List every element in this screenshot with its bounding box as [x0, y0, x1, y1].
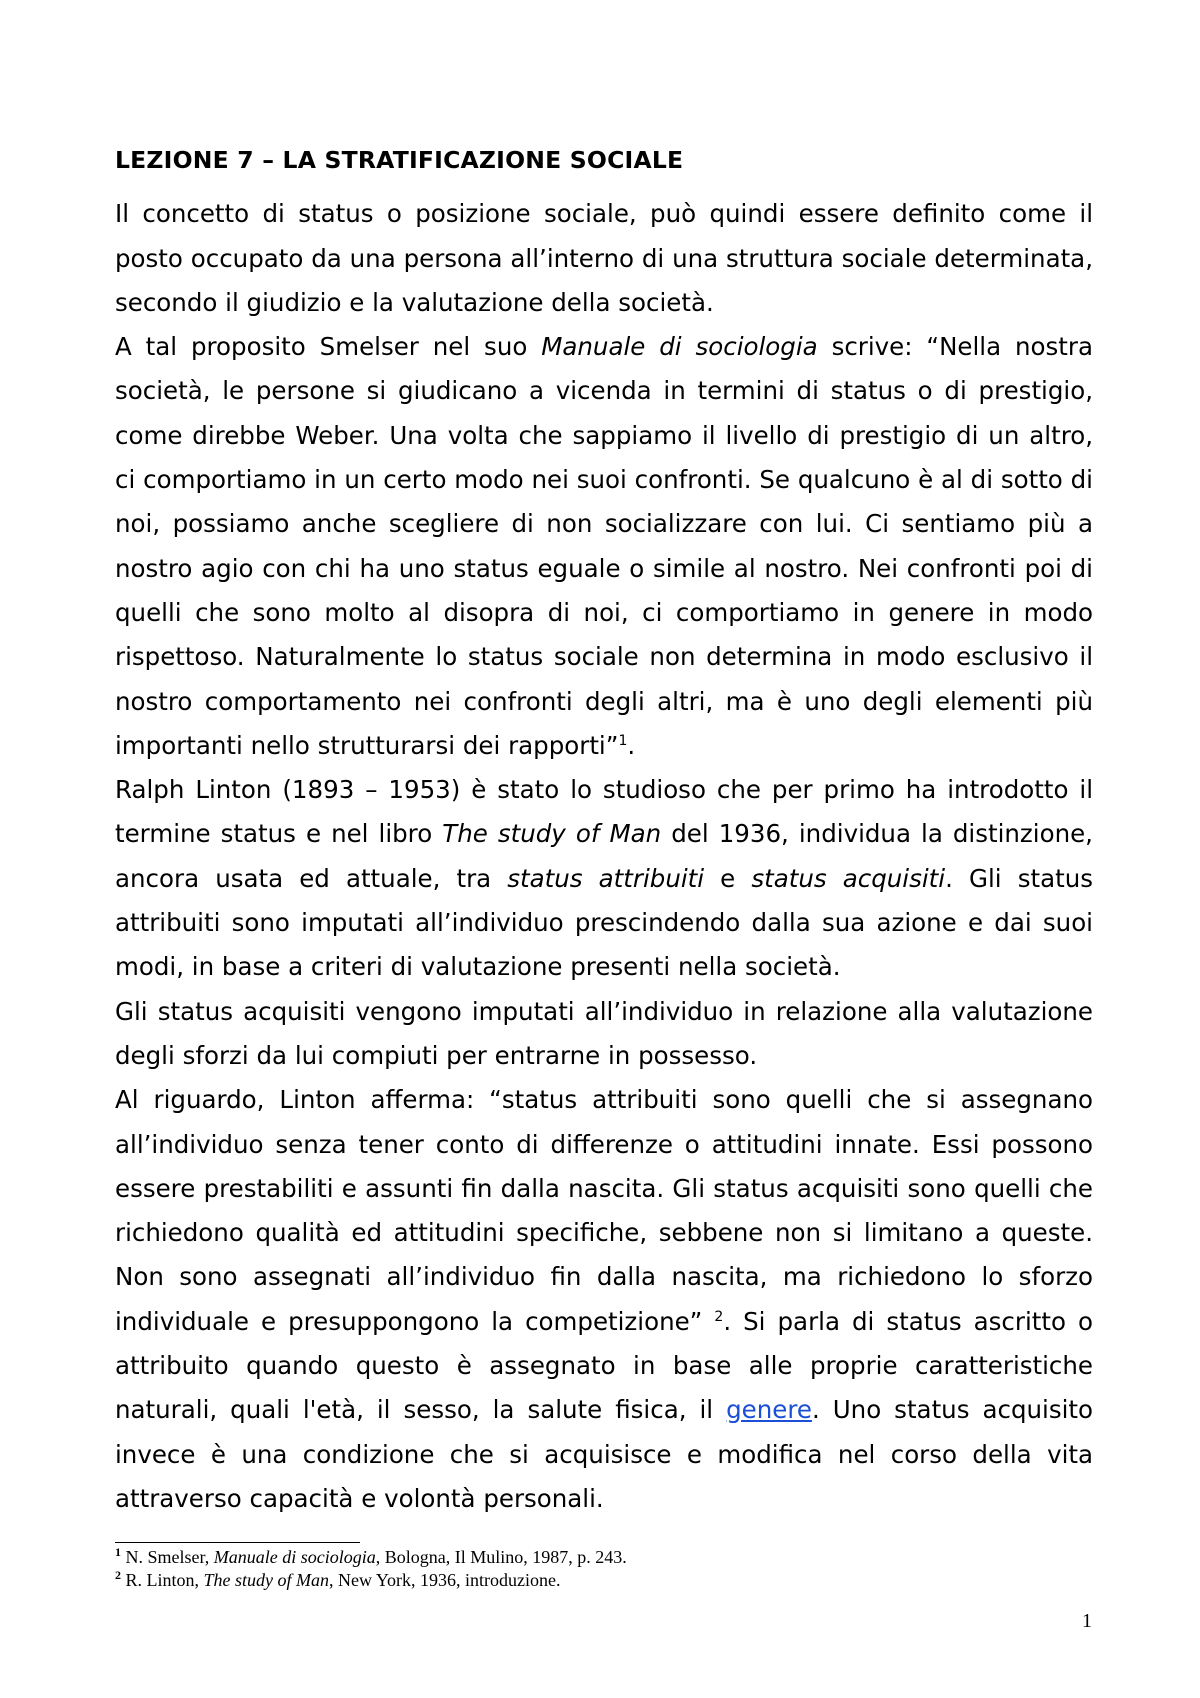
text-span: R. Linton, — [121, 1570, 204, 1590]
footnote-book-title: Manuale di sociologia — [213, 1547, 376, 1567]
text-span: . Uno status acquisito invece è una condizione che si acquisisce e modifica nel corso della vita attraverso capacità e volontà personali. — [115, 1395, 1093, 1513]
footnote-ref-1[interactable]: 1 — [618, 732, 628, 749]
paragraph-smelser-quote — [115, 325, 1093, 768]
book-title-smelser: Manuale di sociologia — [541, 332, 818, 362]
text-span: N. Smelser, — [121, 1547, 214, 1567]
term-status-attribuiti: status attribuiti — [507, 863, 705, 893]
text-span: . Si parla di status ascritto o attribuito quando questo è assegnato in base alle proprie caratteristiche naturali, quali l'età, il sesso, la salute fisica, il — [115, 1306, 1093, 1425]
paragraph-status-acquisiti: Gli status acquisiti vengono imputati all’individuo in relazione alla valutazione degli sforzi da lui compiuti per entrarne in possesso. — [115, 996, 1093, 1070]
book-title-linton: The study of Man — [442, 819, 662, 849]
text-span: . Gli status attribuiti sono imputati all’individuo prescindendo dalla sua azione e dai suoi modi, in base a criteri di valutazione presenti nella società. — [115, 863, 1093, 982]
paragraph-linton-quote — [115, 1078, 1093, 1521]
text-span: scrive: “Nella nostra società, le persone si giudicano a vicenda in termini di status o di prestigio, come direbbe Weber. Una volta che sappiamo il livello di prestigio di un altro, ci comportiamo in un certo modo nei suoi confronti. Se qualcuno è al di sotto di noi, possiamo anche scegliere di non socializzare con lui. Ci sentiamo più a nostro agio con chi ha uno status eguale o simile al nostro. Nei confronti poi di quelli che sono molto al disopra di noi, ci comportiamo in genere in modo rispettoso. Naturalmente lo status sociale non determina in modo esclusivo il nostro comportamento nei confronti degli altri, ma è uno degli elementi più importanti nello strutturarsi dei rapporti” — [115, 332, 1093, 760]
footnote-1 — [115, 1546, 1093, 1569]
term-status-acquisiti: status acquisiti — [751, 863, 946, 893]
footnotes — [115, 1546, 1093, 1592]
text-span: e — [704, 863, 752, 893]
text-span: , Bologna, Il Mulino, 1987, p. 243. — [375, 1547, 627, 1567]
lesson-title: LEZIONE 7 – LA STRATIFICAZIONE SOCIALE — [115, 146, 684, 174]
footnote-book-title: The study of Man — [203, 1570, 330, 1590]
footnote-ref-2[interactable]: 2 — [714, 1308, 724, 1325]
document-body — [115, 138, 1093, 1521]
text-span: . — [627, 730, 636, 760]
text-span: del 1936, individua la distinzione, ancora usata ed attuale, tra — [115, 819, 1093, 893]
text-span: Al riguardo, Linton afferma: “status attribuiti sono quelli che si assegnano all’individuo senza tener conto di differenze o attitudini innate. Essi possono essere prestabiliti e assunti fin dalla nascita. Gli status acquisiti sono quelli che richiedono qualità ed attitudini specifiche, sebbene non si limitano a queste. Non sono assegnati all’individuo fin dalla nascita, ma richiedono lo sforzo individuale e presuppongono la competizione” — [115, 1085, 1093, 1336]
footnote-separator — [115, 1542, 360, 1543]
footnote-number: 1 — [115, 1545, 121, 1559]
text-span: , New York, 1936, introduzione. — [329, 1570, 561, 1590]
page-number: 1 — [1082, 1610, 1092, 1632]
text-span: Ralph Linton (1893 – 1953) è stato lo studioso che per primo ha introdotto il termine status e nel libro — [115, 775, 1093, 849]
text-span: A tal proposito Smelser nel suo — [115, 332, 542, 362]
genere-link[interactable]: genere — [726, 1395, 812, 1425]
footnote-number: 2 — [115, 1568, 121, 1582]
paragraph-status-definition: Il concetto di status o posizione sociale, può quindi essere definito come il posto occupato da una persona all’interno di una struttura sociale determinata, secondo il giudizio e la valutazione della società. — [115, 199, 1093, 317]
footnote-2 — [115, 1569, 1093, 1592]
paragraph-linton-intro — [115, 768, 1093, 989]
